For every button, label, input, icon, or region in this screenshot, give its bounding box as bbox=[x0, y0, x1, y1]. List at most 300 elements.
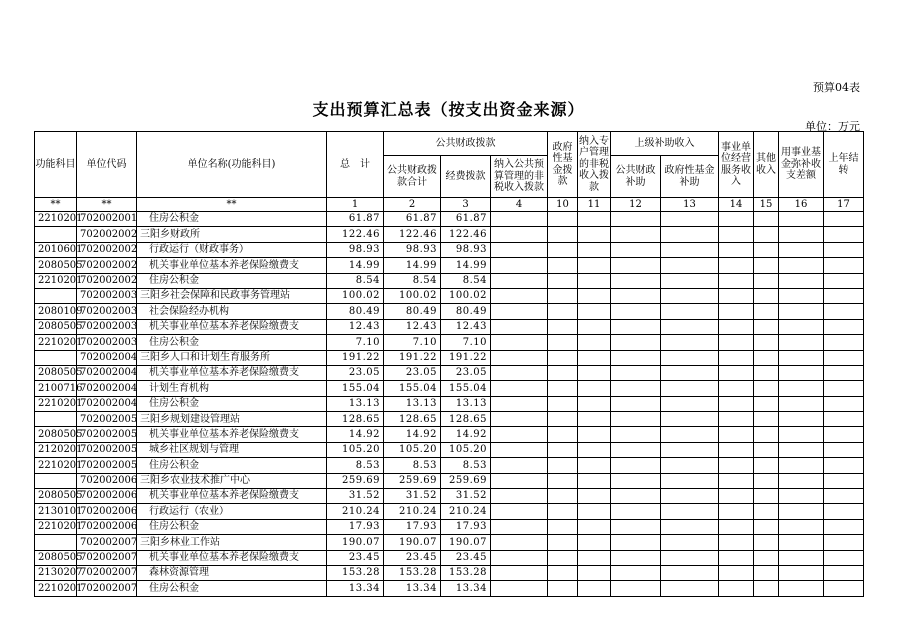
other-cell bbox=[754, 304, 779, 319]
header-sup-public: 公共财政补助 bbox=[611, 156, 661, 198]
pf-nonbudget-cell bbox=[491, 227, 548, 242]
sup-gov-cell bbox=[661, 412, 719, 427]
sup-gov-cell bbox=[661, 365, 719, 380]
unit-code-cell: 702002004 bbox=[77, 381, 137, 396]
other-cell bbox=[754, 427, 779, 442]
pf-operating-cell: 8.53 bbox=[441, 458, 491, 473]
table-row bbox=[35, 473, 864, 488]
func-code-cell: 2210201 bbox=[35, 396, 77, 411]
other-cell bbox=[754, 458, 779, 473]
pf-nonbudget-cell bbox=[491, 396, 548, 411]
special-nontax-cell bbox=[578, 396, 611, 411]
surplus-cell bbox=[779, 458, 824, 473]
pf-operating-cell: 17.93 bbox=[441, 519, 491, 534]
surplus-cell bbox=[779, 504, 824, 519]
header-pf-subtotal: 公共财政拨款合计 bbox=[384, 156, 441, 198]
pf-subtotal-cell: 259.69 bbox=[384, 473, 441, 488]
carryover-cell bbox=[824, 335, 864, 350]
sup-public-cell bbox=[611, 381, 661, 396]
unit-code-cell: 702002002 bbox=[77, 227, 137, 242]
business-cell bbox=[719, 319, 754, 334]
sup-public-cell bbox=[611, 304, 661, 319]
business-cell bbox=[719, 381, 754, 396]
gov-fund-cell bbox=[548, 442, 578, 457]
business-cell bbox=[719, 273, 754, 288]
pf-operating-cell: 128.65 bbox=[441, 412, 491, 427]
pf-operating-cell: 13.13 bbox=[441, 396, 491, 411]
pf-nonbudget-cell bbox=[491, 319, 548, 334]
table-body bbox=[35, 198, 864, 597]
pf-subtotal-cell: 98.93 bbox=[384, 242, 441, 257]
business-cell bbox=[719, 350, 754, 365]
func-code-cell: 2080505 bbox=[35, 489, 77, 504]
carryover-cell bbox=[824, 227, 864, 242]
sup-public-cell bbox=[611, 258, 661, 273]
carryover-cell bbox=[824, 550, 864, 565]
unit-name-cell: 三阳乡农业技术推广中心 bbox=[137, 473, 327, 488]
unit-name-cell: 机关事业单位基本养老保险缴费支 bbox=[137, 489, 327, 504]
marker-cell: 2 bbox=[384, 198, 441, 212]
table-row bbox=[35, 381, 864, 396]
marker-cell: 13 bbox=[661, 198, 719, 212]
header-func-code: 功能科目 bbox=[35, 132, 77, 198]
pf-operating-cell: 23.05 bbox=[441, 365, 491, 380]
pf-operating-cell: 12.43 bbox=[441, 319, 491, 334]
sup-gov-cell bbox=[661, 227, 719, 242]
table-row bbox=[35, 504, 864, 519]
carryover-cell bbox=[824, 473, 864, 488]
gov-fund-cell bbox=[548, 535, 578, 550]
special-nontax-cell bbox=[578, 350, 611, 365]
pf-subtotal-cell: 14.92 bbox=[384, 427, 441, 442]
carryover-cell bbox=[824, 304, 864, 319]
surplus-cell bbox=[779, 212, 824, 227]
other-cell bbox=[754, 319, 779, 334]
business-cell bbox=[719, 427, 754, 442]
gov-fund-cell bbox=[548, 258, 578, 273]
unit-name-cell: 住房公积金 bbox=[137, 273, 327, 288]
special-nontax-cell bbox=[578, 427, 611, 442]
other-cell bbox=[754, 335, 779, 350]
func-code-cell: 2080109 bbox=[35, 304, 77, 319]
sup-gov-cell bbox=[661, 304, 719, 319]
gov-fund-cell bbox=[548, 412, 578, 427]
sup-gov-cell bbox=[661, 473, 719, 488]
pf-nonbudget-cell bbox=[491, 381, 548, 396]
gov-fund-cell bbox=[548, 335, 578, 350]
unit-name-cell: 机关事业单位基本养老保险缴费支 bbox=[137, 550, 327, 565]
gov-fund-cell bbox=[548, 319, 578, 334]
pf-operating-cell: 80.49 bbox=[441, 304, 491, 319]
unit-name-cell: 行政运行（农业） bbox=[137, 504, 327, 519]
other-cell bbox=[754, 489, 779, 504]
sup-public-cell bbox=[611, 288, 661, 303]
special-nontax-cell bbox=[578, 504, 611, 519]
other-cell bbox=[754, 550, 779, 565]
pf-operating-cell: 14.92 bbox=[441, 427, 491, 442]
business-cell bbox=[719, 489, 754, 504]
special-nontax-cell bbox=[578, 473, 611, 488]
header-unit-code: 单位代码 bbox=[77, 132, 137, 198]
carryover-cell bbox=[824, 396, 864, 411]
header-gov-fund: 政府性基金拨款 bbox=[548, 132, 578, 198]
surplus-cell bbox=[779, 489, 824, 504]
business-cell bbox=[719, 535, 754, 550]
gov-fund-cell bbox=[548, 350, 578, 365]
pf-nonbudget-cell bbox=[491, 489, 548, 504]
sup-public-cell bbox=[611, 227, 661, 242]
unit-code-cell: 702002007 bbox=[77, 550, 137, 565]
surplus-cell bbox=[779, 365, 824, 380]
pf-subtotal-cell: 210.24 bbox=[384, 504, 441, 519]
business-cell bbox=[719, 458, 754, 473]
unit-name-cell: 住房公积金 bbox=[137, 212, 327, 227]
gov-fund-cell bbox=[548, 365, 578, 380]
table-row bbox=[35, 565, 864, 580]
carryover-cell bbox=[824, 489, 864, 504]
pf-nonbudget-cell bbox=[491, 427, 548, 442]
pf-subtotal-cell: 122.46 bbox=[384, 227, 441, 242]
func-code-cell: 2130101 bbox=[35, 504, 77, 519]
special-nontax-cell bbox=[578, 535, 611, 550]
sup-public-cell bbox=[611, 319, 661, 334]
business-cell bbox=[719, 442, 754, 457]
carryover-cell bbox=[824, 427, 864, 442]
table-row bbox=[35, 550, 864, 565]
carryover-cell bbox=[824, 212, 864, 227]
sup-public-cell bbox=[611, 427, 661, 442]
sup-gov-cell bbox=[661, 581, 719, 596]
business-cell bbox=[719, 288, 754, 303]
table-row bbox=[35, 288, 864, 303]
total-cell: 8.53 bbox=[327, 458, 384, 473]
carryover-cell bbox=[824, 442, 864, 457]
pf-operating-cell: 122.46 bbox=[441, 227, 491, 242]
marker-cell: 1 bbox=[327, 198, 384, 212]
special-nontax-cell bbox=[578, 489, 611, 504]
surplus-cell bbox=[779, 227, 824, 242]
table-row bbox=[35, 304, 864, 319]
sup-public-cell bbox=[611, 565, 661, 580]
surplus-cell bbox=[779, 442, 824, 457]
pf-operating-cell: 259.69 bbox=[441, 473, 491, 488]
special-nontax-cell bbox=[578, 335, 611, 350]
gov-fund-cell bbox=[548, 581, 578, 596]
table-row bbox=[35, 412, 864, 427]
func-code-cell: 2210201 bbox=[35, 273, 77, 288]
carryover-cell bbox=[824, 535, 864, 550]
func-code-cell: 2120201 bbox=[35, 442, 77, 457]
surplus-cell bbox=[779, 519, 824, 534]
other-cell bbox=[754, 288, 779, 303]
func-code-cell: 2210201 bbox=[35, 519, 77, 534]
special-nontax-cell bbox=[578, 212, 611, 227]
pf-subtotal-cell: 12.43 bbox=[384, 319, 441, 334]
other-cell bbox=[754, 442, 779, 457]
pf-operating-cell: 155.04 bbox=[441, 381, 491, 396]
special-nontax-cell bbox=[578, 319, 611, 334]
total-cell: 8.54 bbox=[327, 273, 384, 288]
unit-code-cell: 702002004 bbox=[77, 350, 137, 365]
total-cell: 13.13 bbox=[327, 396, 384, 411]
sup-gov-cell bbox=[661, 212, 719, 227]
header-business: 事业单位经营服务收入 bbox=[719, 132, 754, 198]
pf-nonbudget-cell bbox=[491, 504, 548, 519]
header-unit-name: 单位名称(功能科目) bbox=[137, 132, 327, 198]
unit-code-cell: 702002002 bbox=[77, 258, 137, 273]
sup-gov-cell bbox=[661, 565, 719, 580]
carryover-cell bbox=[824, 519, 864, 534]
total-cell: 190.07 bbox=[327, 535, 384, 550]
sup-public-cell bbox=[611, 242, 661, 257]
business-cell bbox=[719, 581, 754, 596]
sup-public-cell bbox=[611, 519, 661, 534]
surplus-cell bbox=[779, 381, 824, 396]
sup-gov-cell bbox=[661, 535, 719, 550]
header-special-nontax: 纳入专户管理的非税收入拨款 bbox=[578, 132, 611, 198]
sup-public-cell bbox=[611, 350, 661, 365]
surplus-cell bbox=[779, 288, 824, 303]
func-code-cell: 2010601 bbox=[35, 242, 77, 257]
unit-name-cell: 住房公积金 bbox=[137, 581, 327, 596]
sup-public-cell bbox=[611, 504, 661, 519]
unit-code-cell: 702002005 bbox=[77, 427, 137, 442]
surplus-cell bbox=[779, 242, 824, 257]
unit-code-cell: 702002002 bbox=[77, 273, 137, 288]
unit-code-cell: 702002005 bbox=[77, 412, 137, 427]
func-code-cell bbox=[35, 227, 77, 242]
func-code-cell bbox=[35, 535, 77, 550]
carryover-cell bbox=[824, 319, 864, 334]
special-nontax-cell bbox=[578, 412, 611, 427]
func-code-cell bbox=[35, 288, 77, 303]
surplus-cell bbox=[779, 473, 824, 488]
marker-cell: ** bbox=[137, 198, 327, 212]
total-cell: 210.24 bbox=[327, 504, 384, 519]
sup-gov-cell bbox=[661, 273, 719, 288]
business-cell bbox=[719, 365, 754, 380]
special-nontax-cell bbox=[578, 227, 611, 242]
sup-gov-cell bbox=[661, 442, 719, 457]
surplus-cell bbox=[779, 412, 824, 427]
unit-name-cell: 机关事业单位基本养老保险缴费支 bbox=[137, 319, 327, 334]
gov-fund-cell bbox=[548, 489, 578, 504]
gov-fund-cell bbox=[548, 212, 578, 227]
total-cell: 14.92 bbox=[327, 427, 384, 442]
unit-name-cell: 城乡社区规划与管理 bbox=[137, 442, 327, 457]
business-cell bbox=[719, 504, 754, 519]
business-cell bbox=[719, 227, 754, 242]
sup-public-cell bbox=[611, 273, 661, 288]
pf-subtotal-cell: 80.49 bbox=[384, 304, 441, 319]
pf-subtotal-cell: 23.45 bbox=[384, 550, 441, 565]
pf-operating-cell: 153.28 bbox=[441, 565, 491, 580]
table-row bbox=[35, 212, 864, 227]
sup-public-cell bbox=[611, 550, 661, 565]
pf-subtotal-cell: 153.28 bbox=[384, 565, 441, 580]
sup-public-cell bbox=[611, 396, 661, 411]
marker-cell: ** bbox=[77, 198, 137, 212]
marker-cell: ** bbox=[35, 198, 77, 212]
pf-nonbudget-cell bbox=[491, 535, 548, 550]
marker-cell: 3 bbox=[441, 198, 491, 212]
pf-subtotal-cell: 14.99 bbox=[384, 258, 441, 273]
pf-subtotal-cell: 155.04 bbox=[384, 381, 441, 396]
func-code-cell: 2080505 bbox=[35, 365, 77, 380]
table-row bbox=[35, 396, 864, 411]
pf-operating-cell: 61.87 bbox=[441, 212, 491, 227]
gov-fund-cell bbox=[548, 273, 578, 288]
func-code-cell bbox=[35, 412, 77, 427]
sup-public-cell bbox=[611, 581, 661, 596]
special-nontax-cell bbox=[578, 288, 611, 303]
total-cell: 105.20 bbox=[327, 442, 384, 457]
header-pf-nonbudget: 纳入公共预算管理的非税收入拨款 bbox=[491, 156, 548, 198]
pf-nonbudget-cell bbox=[491, 412, 548, 427]
sup-public-cell bbox=[611, 489, 661, 504]
header-surplus: 用事业基金弥补收支差额 bbox=[779, 132, 824, 198]
pf-subtotal-cell: 13.34 bbox=[384, 581, 441, 596]
surplus-cell bbox=[779, 319, 824, 334]
pf-nonbudget-cell bbox=[491, 242, 548, 257]
total-cell: 31.52 bbox=[327, 489, 384, 504]
header-pf-operating: 经费拨款 bbox=[441, 156, 491, 198]
pf-nonbudget-cell bbox=[491, 581, 548, 596]
func-code-cell: 2100716 bbox=[35, 381, 77, 396]
surplus-cell bbox=[779, 304, 824, 319]
special-nontax-cell bbox=[578, 273, 611, 288]
pf-nonbudget-cell bbox=[491, 473, 548, 488]
table-row bbox=[35, 458, 864, 473]
unit-code-cell: 702002007 bbox=[77, 535, 137, 550]
pf-subtotal-cell: 100.02 bbox=[384, 288, 441, 303]
unit-code-cell: 702002003 bbox=[77, 288, 137, 303]
business-cell bbox=[719, 335, 754, 350]
carryover-cell bbox=[824, 581, 864, 596]
unit-label: 单位：万元 bbox=[805, 120, 860, 133]
sup-public-cell bbox=[611, 365, 661, 380]
special-nontax-cell bbox=[578, 258, 611, 273]
unit-code-cell: 702002001 bbox=[77, 212, 137, 227]
gov-fund-cell bbox=[548, 304, 578, 319]
carryover-cell bbox=[824, 412, 864, 427]
pf-nonbudget-cell bbox=[491, 365, 548, 380]
pf-nonbudget-cell bbox=[491, 258, 548, 273]
sup-public-cell bbox=[611, 473, 661, 488]
total-cell: 13.34 bbox=[327, 581, 384, 596]
carryover-cell bbox=[824, 381, 864, 396]
surplus-cell bbox=[779, 273, 824, 288]
pf-operating-cell: 31.52 bbox=[441, 489, 491, 504]
pf-operating-cell: 8.54 bbox=[441, 273, 491, 288]
carryover-cell bbox=[824, 258, 864, 273]
business-cell bbox=[719, 412, 754, 427]
special-nontax-cell bbox=[578, 304, 611, 319]
pf-subtotal-cell: 105.20 bbox=[384, 442, 441, 457]
surplus-cell bbox=[779, 581, 824, 596]
unit-name-cell: 社会保险经办机构 bbox=[137, 304, 327, 319]
other-cell bbox=[754, 227, 779, 242]
total-cell: 17.93 bbox=[327, 519, 384, 534]
special-nontax-cell bbox=[578, 242, 611, 257]
surplus-cell bbox=[779, 535, 824, 550]
other-cell bbox=[754, 381, 779, 396]
unit-name-cell: 行政运行（财政事务） bbox=[137, 242, 327, 257]
sup-gov-cell bbox=[661, 504, 719, 519]
func-code-cell bbox=[35, 473, 77, 488]
func-code-cell: 2080505 bbox=[35, 319, 77, 334]
total-cell: 23.05 bbox=[327, 365, 384, 380]
pf-nonbudget-cell bbox=[491, 442, 548, 457]
func-code-cell: 2210201 bbox=[35, 581, 77, 596]
unit-name-cell: 三阳乡规划建设管理站 bbox=[137, 412, 327, 427]
unit-name-cell: 机关事业单位基本养老保险缴费支 bbox=[137, 258, 327, 273]
total-cell: 122.46 bbox=[327, 227, 384, 242]
business-cell bbox=[719, 473, 754, 488]
pf-nonbudget-cell bbox=[491, 550, 548, 565]
other-cell bbox=[754, 581, 779, 596]
func-code-cell: 2210201 bbox=[35, 458, 77, 473]
unit-code-cell: 702002003 bbox=[77, 304, 137, 319]
pf-nonbudget-cell bbox=[491, 458, 548, 473]
sup-gov-cell bbox=[661, 319, 719, 334]
business-cell bbox=[719, 304, 754, 319]
header-superior: 上级补助收入 bbox=[611, 132, 719, 156]
form-number: 预算04表 bbox=[813, 81, 860, 94]
business-cell bbox=[719, 258, 754, 273]
pf-operating-cell: 14.99 bbox=[441, 258, 491, 273]
surplus-cell bbox=[779, 427, 824, 442]
pf-operating-cell: 190.07 bbox=[441, 535, 491, 550]
func-code-cell: 2210201 bbox=[35, 335, 77, 350]
sup-gov-cell bbox=[661, 350, 719, 365]
pf-subtotal-cell: 190.07 bbox=[384, 535, 441, 550]
carryover-cell bbox=[824, 350, 864, 365]
gov-fund-cell bbox=[548, 288, 578, 303]
marker-cell: 10 bbox=[548, 198, 578, 212]
unit-code-cell: 702002002 bbox=[77, 242, 137, 257]
header-public-finance: 公共财政拨款 bbox=[384, 132, 548, 156]
special-nontax-cell bbox=[578, 381, 611, 396]
column-number-row bbox=[35, 198, 864, 212]
marker-cell: 12 bbox=[611, 198, 661, 212]
total-cell: 128.65 bbox=[327, 412, 384, 427]
unit-code-cell: 702002004 bbox=[77, 396, 137, 411]
business-cell bbox=[719, 396, 754, 411]
other-cell bbox=[754, 504, 779, 519]
table-row bbox=[35, 227, 864, 242]
total-cell: 14.99 bbox=[327, 258, 384, 273]
table-row bbox=[35, 489, 864, 504]
pf-subtotal-cell: 191.22 bbox=[384, 350, 441, 365]
unit-name-cell: 三阳乡财政所 bbox=[137, 227, 327, 242]
table-row bbox=[35, 365, 864, 380]
sup-public-cell bbox=[611, 212, 661, 227]
table-row bbox=[35, 242, 864, 257]
special-nontax-cell bbox=[578, 365, 611, 380]
func-code-cell: 2210201 bbox=[35, 212, 77, 227]
total-cell: 61.87 bbox=[327, 212, 384, 227]
pf-operating-cell: 7.10 bbox=[441, 335, 491, 350]
page-title: 支出预算汇总表（按支出资金来源） bbox=[312, 100, 585, 119]
unit-name-cell: 机关事业单位基本养老保险缴费支 bbox=[137, 427, 327, 442]
sup-public-cell bbox=[611, 458, 661, 473]
table-row bbox=[35, 350, 864, 365]
other-cell bbox=[754, 258, 779, 273]
pf-nonbudget-cell bbox=[491, 273, 548, 288]
marker-cell: 16 bbox=[779, 198, 824, 212]
business-cell bbox=[719, 550, 754, 565]
